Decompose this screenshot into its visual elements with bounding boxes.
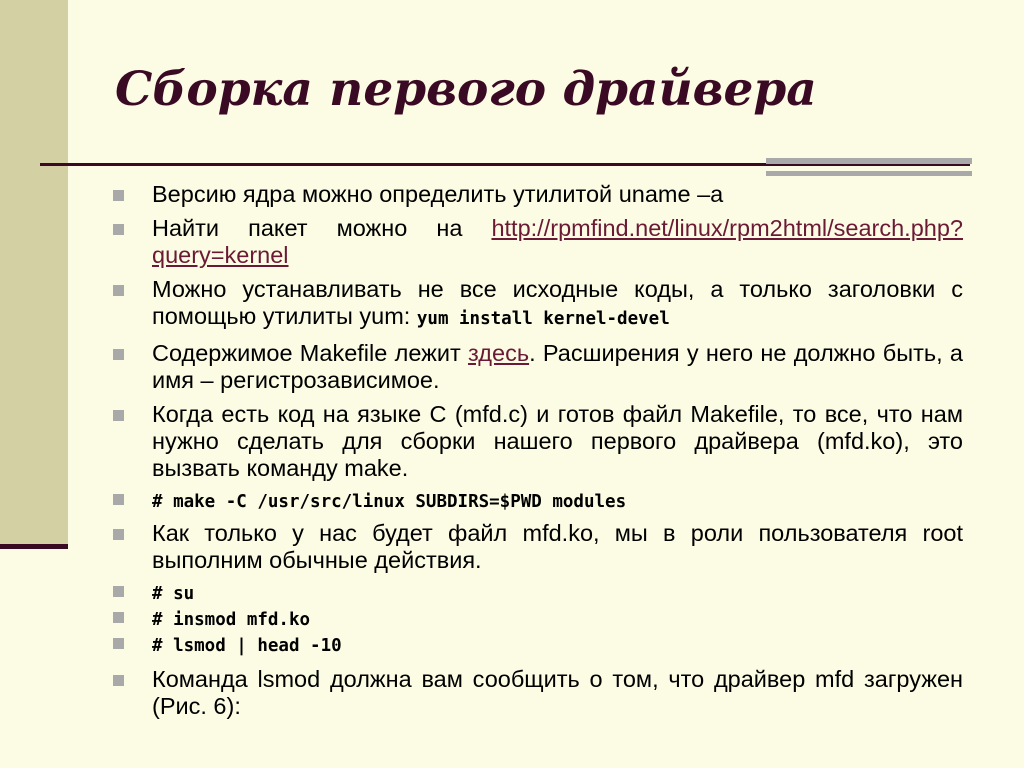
bullet-text: Можно устанавливать не все исходные коды, а только заголовки с помощью утилиты yum: [152, 276, 963, 329]
square-bullet-icon [113, 410, 124, 421]
list-item [113, 340, 963, 394]
title-accent-bar-bottom [766, 171, 972, 176]
list-item [113, 215, 963, 269]
makefile-link[interactable]: здесь [468, 340, 530, 366]
command-code: # insmod mfd.ko [152, 610, 311, 630]
list-item [113, 489, 963, 512]
square-bullet-icon [113, 190, 124, 201]
command-code: # su [152, 584, 195, 604]
square-bullet-icon [113, 285, 124, 296]
list-item [113, 633, 963, 656]
square-bullet-icon [113, 529, 124, 540]
square-bullet-icon [113, 494, 124, 505]
bullet-text: Как только у нас будет файл mfd.ko, мы в роли пользователя root выполним обычные действия. [152, 520, 963, 573]
list-item [113, 520, 963, 574]
command-code: # make -C /usr/src/linux SUBDIRS=$PWD modules [152, 492, 627, 512]
bullet-text: Версию ядра можно определить утилитой uname –a [152, 181, 724, 207]
list-item [113, 666, 963, 720]
list-item [113, 181, 963, 208]
bullet-text: . Расширения у него не должно быть, а имя – регистрозависимое. [152, 340, 963, 393]
square-bullet-icon [113, 586, 124, 597]
square-bullet-icon [113, 675, 124, 686]
list-item [113, 276, 963, 333]
square-bullet-icon [113, 638, 124, 649]
slide-title: Сборка первого драйвера [115, 62, 817, 117]
list-item [113, 607, 963, 630]
list-item [113, 401, 963, 482]
command-code: # lsmod | head -10 [152, 636, 342, 656]
left-bar-underline [0, 544, 68, 549]
bullet-text: Команда lsmod должна вам сообщить о том, что драйвер mfd загружен (Рис. 6): [152, 666, 963, 719]
bullet-text: Найти пакет можно на [152, 215, 492, 241]
left-decorative-bar [0, 0, 68, 546]
bullet-list [113, 181, 963, 727]
square-bullet-icon [113, 224, 124, 235]
square-bullet-icon [113, 612, 124, 623]
title-accent-bar-top [766, 158, 972, 164]
square-bullet-icon [113, 349, 124, 360]
list-item [113, 581, 963, 604]
bullet-text: Содержимое Makefile лежит [152, 340, 469, 366]
bullet-text: Когда есть код на языке C (mfd.c) и готов файл Makefile, то все, что нам нужно сделать для сборки нашего первого драйвера (mfd.ko), это вызвать команду make. [152, 401, 963, 481]
inline-code: yum install kernel-devel [416, 309, 670, 329]
rpmfind-link[interactable]: http://rpmfind.net/linux/rpm2html/search.php?query=kernel [152, 215, 963, 268]
